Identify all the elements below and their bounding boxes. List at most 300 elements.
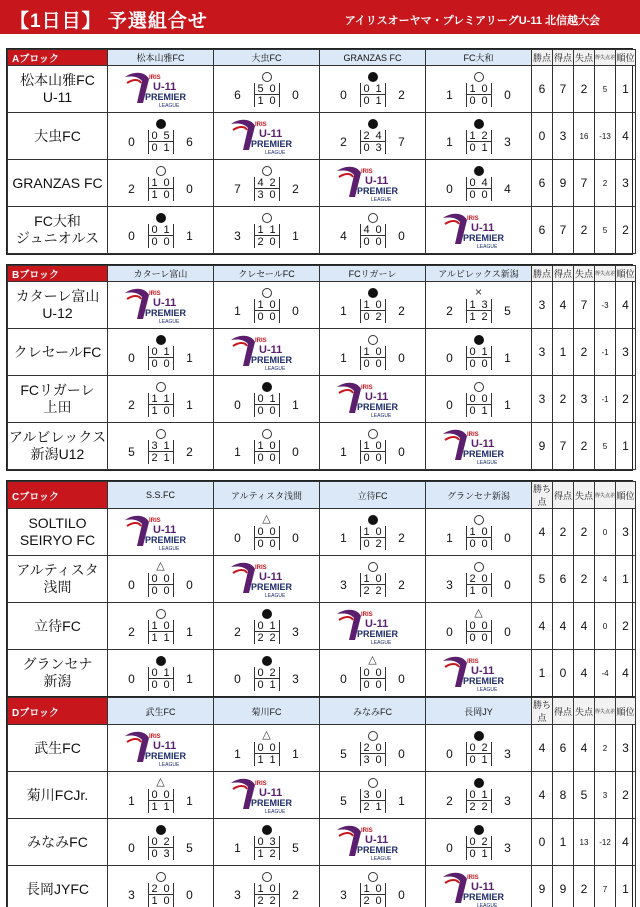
- win-circle-icon: [368, 778, 378, 788]
- premier-league-logo-mark: [225, 116, 309, 156]
- own-score: 0: [446, 350, 453, 365]
- loss-filled-circle-icon: [262, 656, 272, 666]
- first-half-own: 1: [467, 83, 479, 95]
- stat-rank: 3: [616, 725, 636, 772]
- team-name-line: 長岡JYFC: [26, 880, 89, 897]
- svg-text:IRIS: IRIS: [360, 169, 373, 175]
- team-name: [8, 866, 108, 907]
- second-half-own: 0: [257, 538, 264, 550]
- stat-goals-against: 2: [574, 866, 595, 907]
- second-half-own: 2: [257, 235, 264, 248]
- first-half-own: 2: [467, 573, 479, 585]
- stat-header: 順位: [616, 50, 636, 66]
- loss-filled-circle-icon: [262, 825, 272, 835]
- draw-triangle-icon: △: [262, 729, 271, 741]
- match-result-cell: [426, 66, 532, 113]
- premier-league-logo-mark: [331, 822, 415, 862]
- stat-goal-difference: -1: [595, 376, 616, 423]
- first-half-own: 4: [255, 177, 267, 189]
- stat-rank: 2: [616, 772, 636, 819]
- half-scores: [148, 789, 174, 813]
- half-scores: [148, 177, 174, 201]
- second-half-own: 0: [363, 94, 370, 107]
- half-scores: [360, 883, 386, 907]
- team-name-line: みなみFC: [27, 833, 88, 850]
- half-scores: [254, 393, 280, 417]
- half-scores: [254, 620, 280, 644]
- stat-rank: 2: [616, 376, 636, 423]
- team-name: [8, 819, 108, 866]
- team-name-line: 浅間: [43, 579, 72, 595]
- svg-text:PREMIER: PREMIER: [250, 355, 292, 365]
- first-half-opp: 0: [373, 526, 385, 538]
- stat-goals-against: 4: [574, 725, 595, 772]
- svg-text:U-11: U-11: [364, 175, 388, 187]
- match-result-cell: [320, 282, 426, 329]
- score-line: [214, 526, 319, 550]
- own-score: 3: [234, 887, 241, 902]
- stat-rank: 4: [616, 282, 636, 329]
- column-header-team: アルビレックス新潟: [426, 266, 532, 282]
- match-result-cell: [214, 650, 320, 697]
- score-line: [214, 440, 319, 464]
- second-half-opp: 0: [375, 451, 382, 464]
- draw-triangle-icon: △: [368, 654, 377, 666]
- opp-score: 7: [398, 134, 405, 149]
- second-half-opp: 2: [375, 537, 382, 550]
- match-result-cell: [426, 725, 532, 772]
- match-result-cell: [320, 207, 426, 254]
- stat-header: 順位: [616, 482, 636, 509]
- score-line: [426, 789, 531, 813]
- match-result-cell: [108, 160, 214, 207]
- stat-header: 失点: [574, 266, 595, 282]
- half-scores: [466, 526, 492, 550]
- match-result-cell: [320, 113, 426, 160]
- stat-points: 5: [532, 556, 553, 603]
- match-result-cell: [426, 509, 532, 556]
- own-score: 1: [340, 303, 347, 318]
- stat-header: 勝ち点: [532, 698, 553, 725]
- half-scores: [466, 836, 492, 860]
- second-half-opp: 0: [163, 585, 170, 597]
- first-half-own: 0: [255, 836, 267, 848]
- win-circle-icon: [262, 72, 272, 82]
- first-half-opp: 2: [267, 177, 279, 189]
- second-half-own: 0: [257, 678, 264, 691]
- stat-rank: 1: [616, 556, 636, 603]
- second-half-own: 1: [151, 801, 158, 813]
- column-header-team: 菊川FC: [214, 698, 320, 725]
- win-circle-icon: [262, 429, 272, 439]
- diagonal-logo-cell: [108, 509, 214, 556]
- second-half-opp: 0: [269, 94, 276, 107]
- opp-score: 0: [398, 746, 405, 761]
- win-circle-icon: [474, 515, 484, 525]
- team-row: [8, 282, 636, 329]
- stat-points: 4: [532, 603, 553, 650]
- stat-goals-for: 2: [553, 509, 574, 556]
- stat-goals-against: 13: [574, 819, 595, 866]
- first-half-opp: 3: [267, 836, 279, 848]
- second-half-opp: 0: [163, 678, 170, 691]
- stat-goals-against: 2: [574, 509, 595, 556]
- team-row: [8, 603, 636, 650]
- half-scores: [148, 440, 174, 464]
- second-half-opp: 0: [375, 679, 382, 691]
- second-half-opp: 3: [163, 847, 170, 860]
- own-score: 2: [446, 304, 453, 318]
- first-half-opp: 0: [161, 789, 173, 801]
- first-half-opp: 3: [479, 299, 491, 311]
- second-half-own: 0: [469, 188, 476, 201]
- svg-text:U-11: U-11: [258, 571, 282, 583]
- draw-triangle-icon: △: [156, 776, 165, 788]
- diagonal-logo-cell: [108, 725, 214, 772]
- premier-league-logo: [320, 379, 425, 419]
- first-half-own: 0: [255, 620, 267, 632]
- premier-league-logo: [214, 116, 319, 156]
- win-circle-icon: [262, 213, 272, 223]
- second-half-own: 0: [469, 753, 476, 766]
- first-half-opp: 0: [161, 883, 173, 895]
- first-half-opp: 0: [267, 299, 279, 311]
- team-name-line: FC大和: [34, 213, 81, 229]
- opp-score: 0: [186, 181, 193, 196]
- second-half-opp: 2: [269, 631, 276, 644]
- team-name-line: アルティスタ: [16, 562, 99, 578]
- stat-goals-for: 9: [553, 866, 574, 907]
- own-score: 1: [234, 747, 241, 761]
- own-score: 2: [128, 624, 135, 639]
- team-name: [8, 207, 108, 254]
- loss-filled-circle-icon: [368, 119, 378, 129]
- own-score: 0: [446, 840, 453, 855]
- svg-text:PREMIER: PREMIER: [250, 139, 292, 149]
- loss-filled-circle-icon: [474, 166, 484, 176]
- diagonal-logo-cell: [214, 556, 320, 603]
- premier-league-logo-mark: [331, 163, 415, 203]
- first-half-own: 0: [467, 393, 479, 405]
- score-line: [108, 883, 213, 907]
- team-row: [8, 329, 636, 376]
- premier-league-logo: [108, 285, 213, 325]
- column-header-team: 大虫FC: [214, 50, 320, 66]
- loss-filled-circle-icon: [156, 335, 166, 345]
- own-score: 3: [340, 887, 347, 902]
- stat-goals-against: 2: [574, 423, 595, 470]
- svg-text:U-11: U-11: [364, 391, 388, 403]
- own-score: 1: [128, 794, 135, 808]
- stat-rank: 3: [616, 329, 636, 376]
- second-half-own: 1: [257, 94, 264, 107]
- svg-text:PREMIER: PREMIER: [356, 402, 398, 412]
- own-score: 2: [234, 624, 241, 639]
- match-result-cell: [214, 282, 320, 329]
- second-half-opp: 0: [269, 188, 276, 201]
- first-half-own: 0: [149, 346, 161, 358]
- score-line: [108, 177, 213, 201]
- second-half-own: 0: [151, 235, 158, 248]
- second-half-own: 2: [363, 584, 370, 597]
- opp-score: 0: [292, 303, 299, 318]
- stat-header: 得失点差: [595, 698, 616, 725]
- team-name-line: U-12: [42, 305, 73, 321]
- stat-rank: 1: [616, 423, 636, 470]
- second-half-opp: 0: [163, 357, 170, 370]
- stat-goals-for: 8: [553, 772, 574, 819]
- diagonal-logo-cell: [426, 423, 532, 470]
- stat-points: 0: [532, 819, 553, 866]
- team-name-line: 上田: [43, 399, 72, 415]
- half-scores: [254, 83, 280, 107]
- opp-score: 5: [504, 304, 511, 318]
- second-half-opp: 1: [481, 141, 488, 154]
- premier-league-logo-mark: [331, 606, 415, 646]
- own-score: 0: [128, 350, 135, 365]
- second-half-opp: 0: [481, 357, 488, 370]
- score-line: [108, 130, 213, 154]
- own-score: 2: [128, 181, 135, 196]
- stat-goal-difference: 2: [595, 725, 616, 772]
- match-result-cell: [108, 866, 214, 907]
- second-half-opp: 1: [375, 800, 382, 813]
- first-half-opp: 1: [267, 393, 279, 405]
- second-half-opp: 0: [163, 894, 170, 907]
- stat-header: 勝点: [532, 50, 553, 66]
- second-half-opp: 1: [163, 801, 170, 813]
- second-half-opp: 0: [269, 451, 276, 464]
- score-line: [320, 742, 425, 766]
- team-name-line: SEIRYO FC: [19, 532, 96, 548]
- first-half-opp: 0: [479, 83, 491, 95]
- svg-text:IRIS: IRIS: [466, 659, 479, 665]
- team-row: [8, 725, 636, 772]
- second-half-own: 0: [469, 537, 476, 550]
- first-half-own: 1: [149, 393, 161, 405]
- match-result-cell: [214, 725, 320, 772]
- svg-text:U-11: U-11: [470, 881, 494, 893]
- half-scores: [466, 742, 492, 766]
- win-circle-icon: [156, 382, 166, 392]
- svg-text:U-11: U-11: [470, 665, 494, 677]
- first-half-opp: 2: [267, 667, 279, 679]
- opp-score: 1: [292, 747, 299, 761]
- block-table-1: [6, 264, 633, 471]
- first-half-own: 0: [467, 346, 479, 358]
- stat-goals-against: 7: [574, 282, 595, 329]
- match-result-cell: [320, 556, 426, 603]
- svg-text:U-11: U-11: [152, 524, 176, 536]
- stat-goals-against: 2: [574, 66, 595, 113]
- loss-filled-circle-icon: [262, 382, 272, 392]
- second-half-opp: 0: [375, 357, 382, 370]
- column-header-team: みなみFC: [320, 698, 426, 725]
- match-result-cell: [214, 207, 320, 254]
- premier-league-logo: [320, 606, 425, 646]
- team-row: [8, 207, 636, 254]
- own-score: 1: [446, 530, 453, 545]
- premier-league-logo-mark: [225, 775, 309, 815]
- team-name-line: クレセールFC: [13, 343, 102, 360]
- match-result-cell: [320, 329, 426, 376]
- second-half-opp: 3: [375, 141, 382, 154]
- half-scores: [466, 789, 492, 813]
- match-result-cell: [320, 423, 426, 470]
- first-half-own: 2: [149, 883, 161, 895]
- stat-rank: 4: [616, 113, 636, 160]
- half-scores: [148, 883, 174, 907]
- standings-table: [7, 697, 636, 907]
- match-result-cell: [320, 509, 426, 556]
- second-half-opp: 0: [163, 404, 170, 417]
- own-score: 3: [234, 228, 241, 243]
- first-half-opp: 5: [161, 130, 173, 142]
- first-half-own: 1: [361, 346, 373, 358]
- stat-goal-difference: -4: [595, 650, 616, 697]
- score-line: [214, 83, 319, 107]
- first-half-own: 1: [361, 573, 373, 585]
- own-score: 1: [234, 303, 241, 318]
- first-half-own: 0: [149, 130, 161, 142]
- svg-text:PREMIER: PREMIER: [250, 582, 292, 592]
- premier-league-logo: [108, 69, 213, 109]
- svg-text:LEAGUE: LEAGUE: [158, 103, 179, 109]
- score-line: [214, 299, 319, 323]
- svg-text:U-11: U-11: [258, 787, 282, 799]
- stat-header: 得点: [553, 266, 574, 282]
- team-row: [8, 66, 636, 113]
- opp-score: 0: [504, 530, 511, 545]
- opp-score: 3: [292, 624, 299, 639]
- half-scores: [466, 393, 492, 417]
- column-header-team: S.S.FC: [108, 482, 214, 509]
- svg-text:IRIS: IRIS: [148, 75, 161, 81]
- opp-score: 5: [186, 840, 193, 855]
- team-name: [8, 113, 108, 160]
- half-scores: [148, 667, 174, 691]
- svg-text:PREMIER: PREMIER: [462, 233, 504, 243]
- win-circle-icon: [368, 429, 378, 439]
- team-name: [8, 650, 108, 697]
- match-result-cell: [108, 603, 214, 650]
- second-half-own: 1: [151, 188, 158, 201]
- stat-rank: 4: [616, 650, 636, 697]
- svg-text:PREMIER: PREMIER: [250, 798, 292, 808]
- half-scores: [254, 883, 280, 907]
- first-half-own: 3: [149, 440, 161, 452]
- stat-goal-difference: -3: [595, 282, 616, 329]
- opp-score: 0: [504, 87, 511, 102]
- half-scores: [148, 224, 174, 248]
- match-result-cell: [320, 725, 426, 772]
- opp-score: 0: [186, 578, 193, 592]
- loss-filled-circle-icon: [156, 656, 166, 666]
- opp-score: 6: [186, 134, 193, 149]
- second-half-opp: 1: [481, 753, 488, 766]
- svg-text:U-11: U-11: [258, 344, 282, 356]
- half-scores: [360, 346, 386, 370]
- half-scores: [148, 573, 174, 597]
- match-result-cell: [426, 772, 532, 819]
- column-header-team: アルティスタ浅間: [214, 482, 320, 509]
- opp-score: 1: [398, 793, 405, 808]
- svg-text:LEAGUE: LEAGUE: [476, 903, 497, 907]
- stat-header: 失点: [574, 50, 595, 66]
- stat-goals-against: 2: [574, 207, 595, 254]
- team-name-line: 立待FC: [34, 617, 81, 634]
- second-half-own: 0: [257, 310, 264, 323]
- first-half-own: 0: [467, 789, 479, 801]
- match-result-cell: [108, 329, 214, 376]
- svg-text:IRIS: IRIS: [254, 338, 267, 344]
- opp-score: 4: [504, 181, 511, 196]
- diagonal-logo-cell: [320, 160, 426, 207]
- second-half-own: 0: [469, 404, 476, 417]
- match-result-cell: [214, 866, 320, 907]
- win-circle-icon: [368, 562, 378, 572]
- team-name-line: 松本山雅FC: [20, 72, 95, 88]
- stat-goals-against: 2: [574, 556, 595, 603]
- team-name-line: 武生FC: [34, 739, 81, 756]
- second-half-opp: 2: [481, 800, 488, 813]
- second-half-own: 1: [469, 584, 476, 597]
- second-half-opp: 2: [481, 311, 488, 323]
- half-scores: [254, 440, 280, 464]
- first-half-opp: 0: [161, 620, 173, 632]
- stat-points: 4: [532, 772, 553, 819]
- team-name-line: 大虫FC: [34, 127, 81, 144]
- team-name: [8, 282, 108, 329]
- first-half-own: 0: [255, 667, 267, 679]
- svg-text:PREMIER: PREMIER: [462, 892, 504, 902]
- svg-text:IRIS: IRIS: [360, 828, 373, 834]
- own-score: 0: [128, 134, 135, 149]
- own-score: 5: [340, 746, 347, 761]
- svg-text:U-11: U-11: [152, 81, 176, 93]
- own-score: 1: [340, 350, 347, 365]
- stat-rank: 2: [616, 207, 636, 254]
- half-scores: [254, 177, 280, 201]
- stat-header: 順位: [616, 266, 636, 282]
- opp-score: 0: [398, 350, 405, 365]
- column-header-team: グランセナ新潟: [426, 482, 532, 509]
- score-line: [214, 620, 319, 644]
- second-half-own: 1: [151, 404, 158, 417]
- win-circle-icon: [156, 872, 166, 882]
- half-scores: [148, 836, 174, 860]
- team-row: [8, 160, 636, 207]
- first-half-own: 0: [255, 742, 267, 754]
- diagonal-logo-cell: [108, 282, 214, 329]
- first-half-own: 1: [149, 620, 161, 632]
- stat-goals-for: 9: [553, 160, 574, 207]
- premier-league-logo-mark: [437, 210, 521, 250]
- first-half-opp: 0: [373, 742, 385, 754]
- own-score: 0: [234, 397, 241, 412]
- stat-goals-against: 4: [574, 603, 595, 650]
- second-half-opp: 1: [375, 94, 382, 107]
- stat-goals-for: 4: [553, 282, 574, 329]
- stat-header: 失点: [574, 482, 595, 509]
- half-scores: [360, 526, 386, 550]
- win-circle-icon: [262, 288, 272, 298]
- first-half-opp: 4: [373, 130, 385, 142]
- first-half-own: 3: [361, 789, 373, 801]
- block-name: Dブロック: [8, 698, 108, 725]
- diagonal-logo-cell: [214, 329, 320, 376]
- score-line: [320, 224, 425, 248]
